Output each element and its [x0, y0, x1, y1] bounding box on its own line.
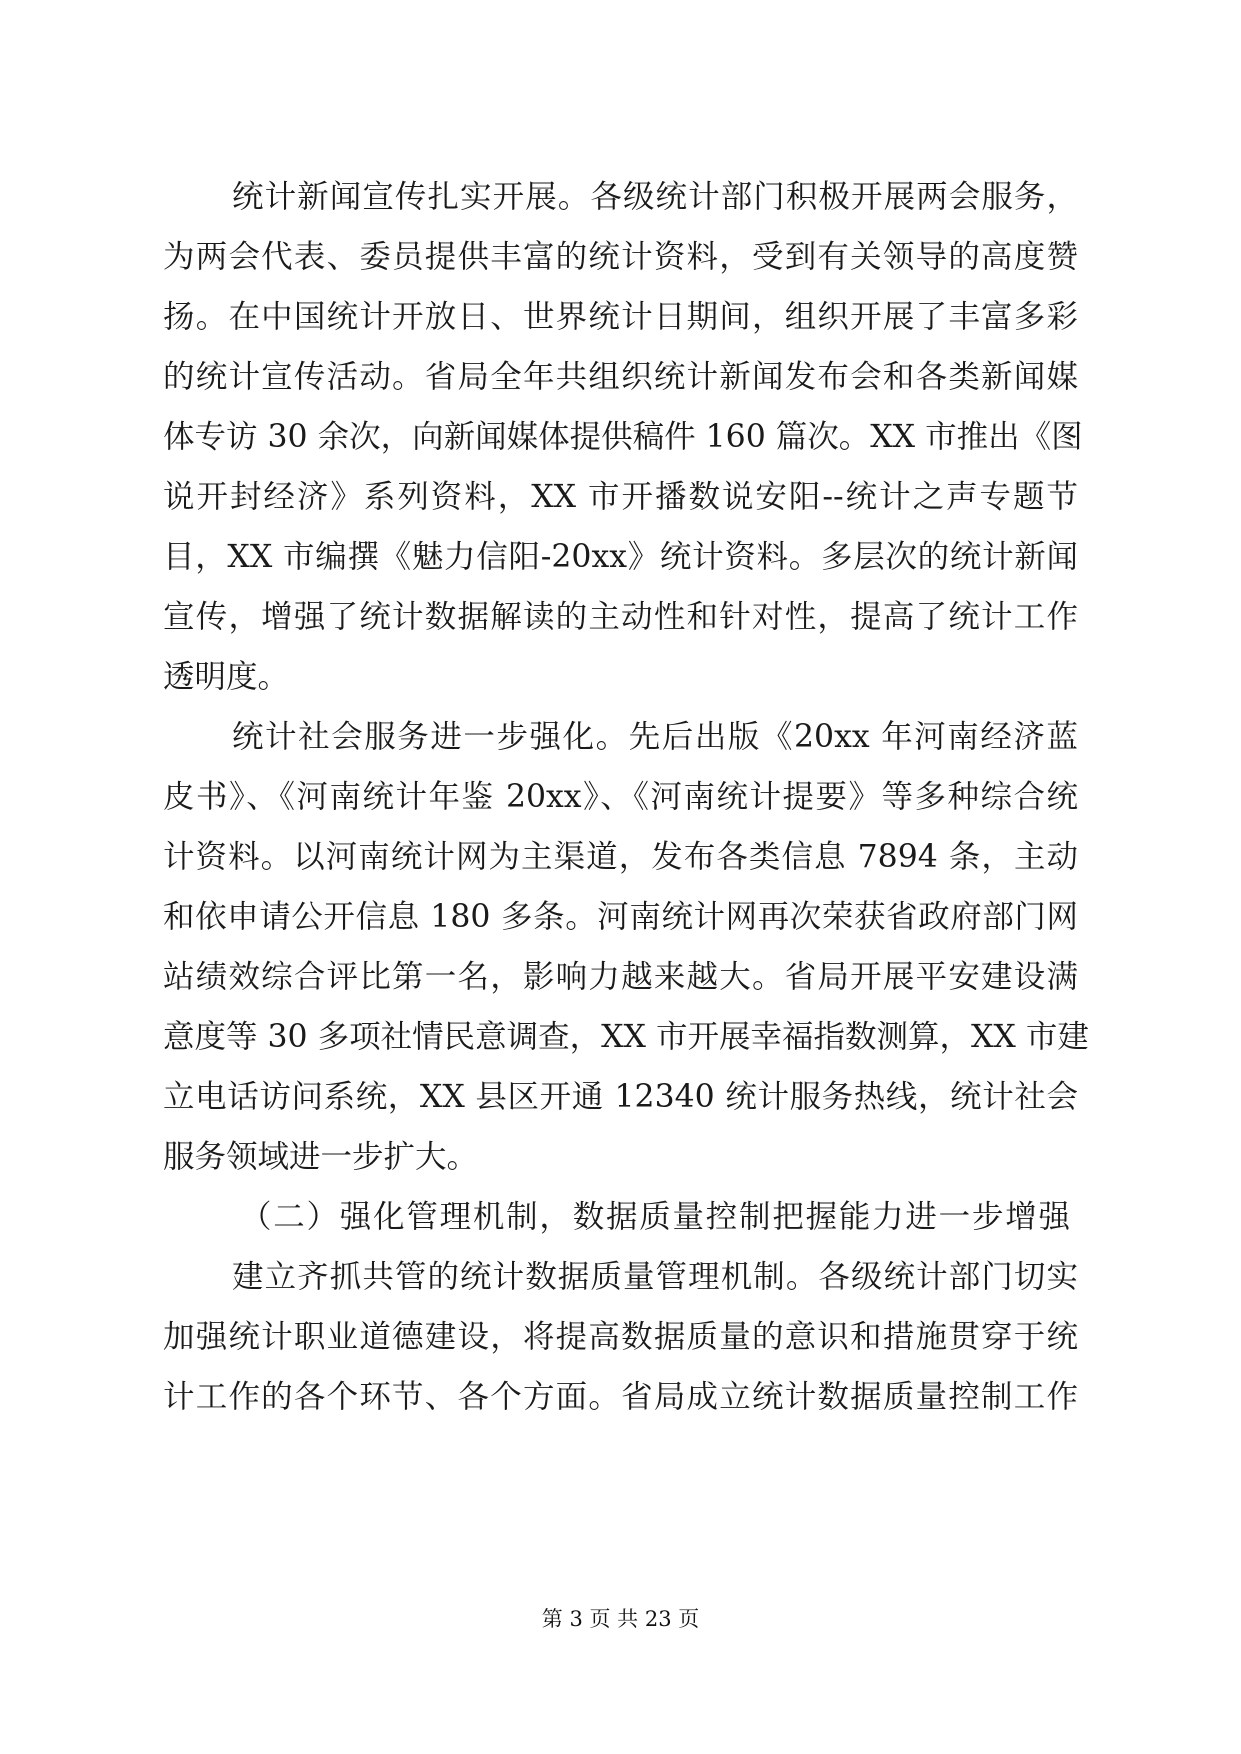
paragraph-1-line-8: 宣传，增强了统计数据解读的主动性和针对性，提高了统计工作 [163, 599, 1078, 635]
page-number-footer: 第 3 页 共 23 页 [541, 1607, 700, 1631]
paragraph-2-line-4: 和依申请公开信息 180 多条。河南统计网再次荣获省政府部门网 [163, 899, 1078, 935]
section-heading: （二）强化管理机制，数据质量控制把握能力进一步增强 [240, 1199, 1070, 1235]
paragraph-1-line-3: 扬。在中国统计开放日、世界统计日期间，组织开展了丰富多彩 [163, 299, 1078, 335]
paragraph-2-line-7: 立电话访问系统，XX 县区开通 12340 统计服务热线，统计社会 [163, 1079, 1078, 1115]
paragraph-3-line-1: 建立齐抓共管的统计数据质量管理机制。各级统计部门切实 [232, 1259, 1078, 1295]
paragraph-2-line-5: 站绩效综合评比第一名，影响力越来越大。省局开展平安建设满 [163, 959, 1078, 995]
paragraph-1-line-5: 体专访 30 余次，向新闻媒体提供稿件 160 篇次。XX 市推出《图 [163, 419, 1083, 455]
paragraph-1-line-2: 为两会代表、委员提供丰富的统计资料，受到有关领导的高度赞 [163, 239, 1078, 275]
paragraph-1-line-6: 说开封经济》系列资料，XX 市开播数说安阳--统计之声专题节 [163, 479, 1078, 515]
paragraph-1-line-4: 的统计宣传活动。省局全年共组织统计新闻发布会和各类新闻媒 [163, 359, 1078, 395]
paragraph-2-line-2: 皮书》、《河南统计年鉴 20xx》、《河南统计提要》等多种综合统 [163, 779, 1078, 815]
paragraph-1-line-7: 目，XX 市编撰《魅力信阳-20xx》统计资料。多层次的统计新闻 [163, 539, 1078, 575]
paragraph-2-line-1: 统计社会服务进一步强化。先后出版《20xx 年河南经济蓝 [232, 719, 1078, 755]
paragraph-2-line-3: 计资料。以河南统计网为主渠道，发布各类信息 7894 条，主动 [163, 839, 1078, 875]
paragraph-3-line-3: 计工作的各个环节、各个方面。省局成立统计数据质量控制工作 [163, 1379, 1078, 1415]
paragraph-1-line-9: 透明度。 [163, 659, 290, 695]
paragraph-3-line-2: 加强统计职业道德建设，将提高数据质量的意识和措施贯穿于统 [163, 1319, 1078, 1355]
paragraph-1-line-1: 统计新闻宣传扎实开展。各级统计部门积极开展两会服务， [232, 179, 1078, 215]
paragraph-2-line-8: 服务领域进一步扩大。 [163, 1139, 479, 1175]
paragraph-2-line-6: 意度等 30 多项社情民意调查，XX 市开展幸福指数测算，XX 市建 [163, 1019, 1089, 1055]
